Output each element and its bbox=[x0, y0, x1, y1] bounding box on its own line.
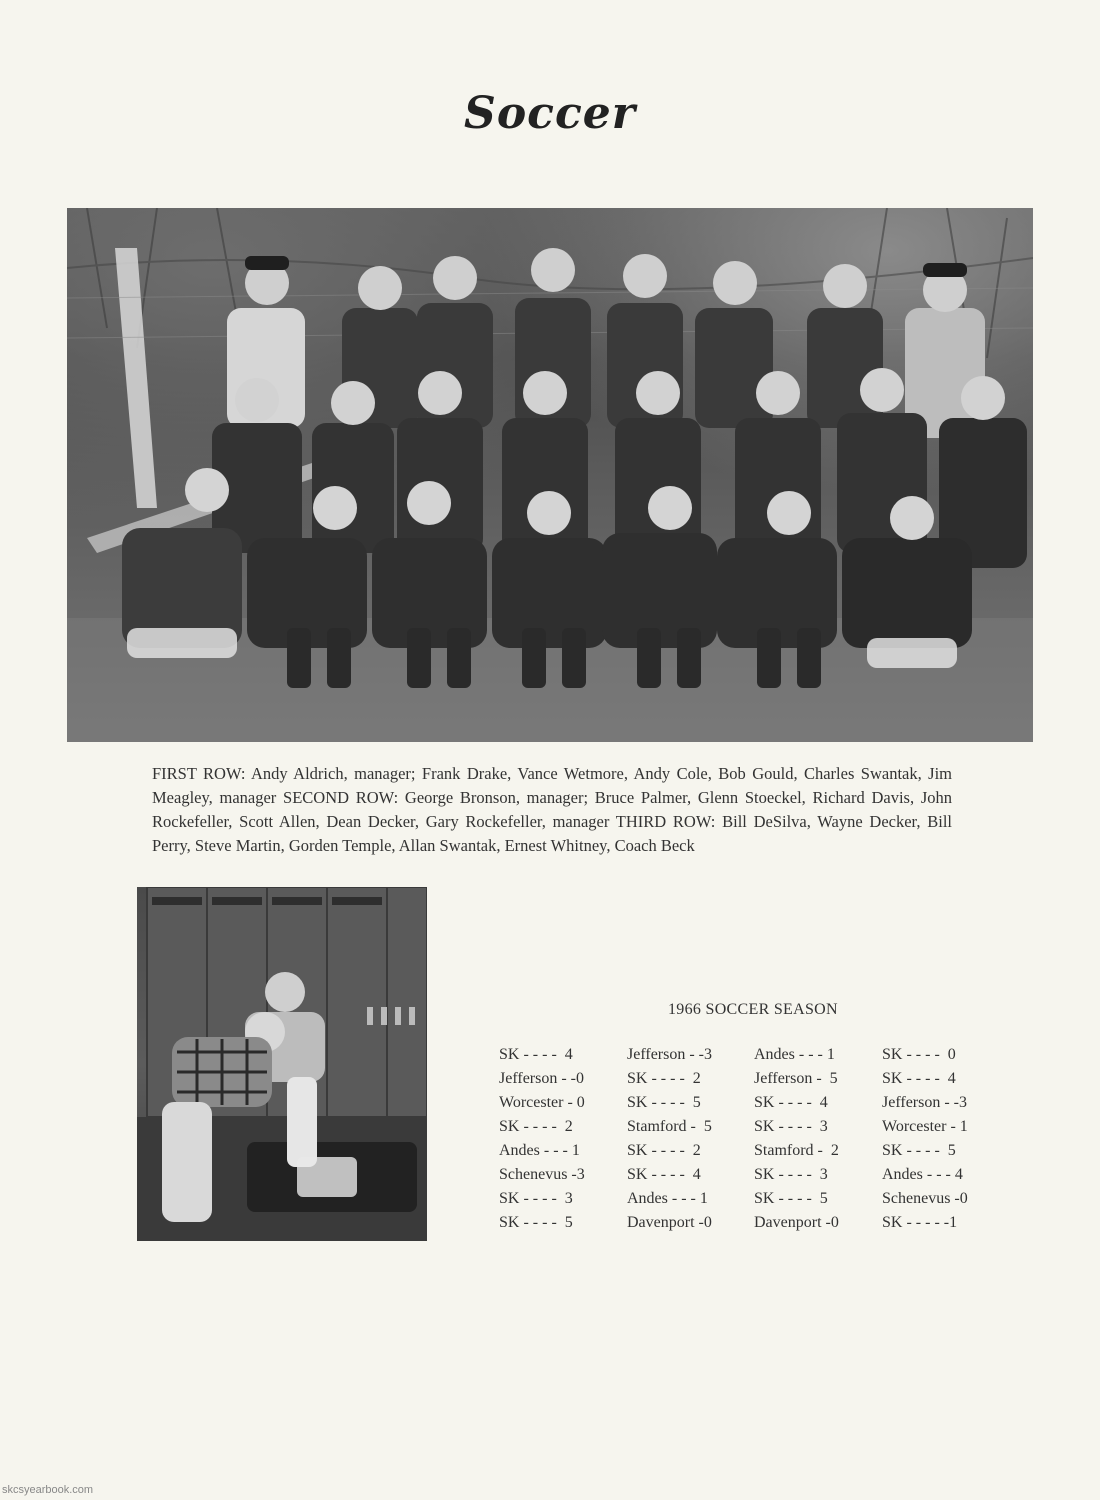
result-cell: SK - - - - 0 bbox=[882, 1046, 956, 1063]
result-cell: Davenport -0 bbox=[754, 1214, 839, 1231]
result-cell: Andes - - - 1 bbox=[754, 1046, 835, 1063]
team-photo-art bbox=[67, 208, 1033, 742]
result-cell: Jefferson - -3 bbox=[627, 1046, 713, 1063]
result-cell: SK - - - - 5 bbox=[882, 1142, 956, 1159]
table-row bbox=[499, 1118, 999, 1142]
page-title: Soccer bbox=[464, 88, 636, 139]
footer-watermark: skcsyearbook.com bbox=[2, 1484, 94, 1496]
season-title: 1966 SOCCER SEASON bbox=[668, 1001, 838, 1018]
result-cell: Schenevus -3 bbox=[499, 1166, 585, 1183]
team-photo bbox=[67, 208, 1033, 742]
result-cell: Stamford - 2 bbox=[754, 1142, 839, 1159]
result-cell: Jefferson - 5 bbox=[754, 1070, 838, 1087]
result-cell: SK - - - - 2 bbox=[627, 1142, 701, 1159]
result-cell: SK - - - - 4 bbox=[499, 1046, 573, 1063]
result-cell: SK - - - - 4 bbox=[754, 1094, 828, 1111]
result-cell: Andes - - - 4 bbox=[882, 1166, 963, 1183]
result-cell: Worcester - 0 bbox=[499, 1094, 585, 1111]
table-row bbox=[499, 1046, 999, 1070]
result-cell: Andes - - - 1 bbox=[627, 1190, 708, 1207]
result-cell: Davenport -0 bbox=[627, 1214, 712, 1231]
result-cell: Jefferson - -0 bbox=[499, 1070, 585, 1087]
result-cell: Worcester - 1 bbox=[882, 1118, 968, 1135]
result-cell: Stamford - 5 bbox=[627, 1118, 712, 1135]
table-row bbox=[499, 1166, 999, 1190]
result-cell: SK - - - - 3 bbox=[754, 1118, 828, 1135]
result-cell: Andes - - - 1 bbox=[499, 1142, 580, 1159]
locker-photo-art bbox=[137, 887, 427, 1241]
result-cell: SK - - - - -1 bbox=[882, 1214, 958, 1231]
locker-room-photo bbox=[137, 887, 427, 1241]
result-cell: SK - - - - 5 bbox=[499, 1214, 573, 1231]
table-row bbox=[499, 1142, 999, 1166]
season-results-table bbox=[499, 1046, 999, 1238]
result-cell: SK - - - - 2 bbox=[627, 1070, 701, 1087]
result-cell: Schenevus -0 bbox=[882, 1190, 968, 1207]
result-cell: SK - - - - 4 bbox=[882, 1070, 956, 1087]
result-cell: Jefferson - -3 bbox=[882, 1094, 968, 1111]
table-row bbox=[499, 1094, 999, 1118]
result-cell: SK - - - - 3 bbox=[499, 1190, 573, 1207]
table-row bbox=[499, 1214, 999, 1238]
result-cell: SK - - - - 5 bbox=[754, 1190, 828, 1207]
caption-text: FIRST ROW: Andy Aldrich, manager; Frank Drake, Vance Wetmore, Andy Cole, Bob Gould, Charles Swantak, Jim Meagley, manager SECOND ROW: George Bronson, manager; Bruce Palmer, Glenn Stoeckel, Richard Davis, John Rockefeller, Scott Allen, Dean Decker, Gary Rockefeller, manager THIRD ROW: Bill DeSilva, Wayne Decker, Bill Perry, Steve Martin, Gorden Temple, Allan Swantak, Ernest Whitney, Coach Beck bbox=[152, 764, 952, 855]
result-cell: SK - - - - 3 bbox=[754, 1166, 828, 1183]
table-row bbox=[499, 1070, 999, 1094]
table-row bbox=[499, 1190, 999, 1214]
result-cell: SK - - - - 2 bbox=[499, 1118, 573, 1135]
photo-caption bbox=[152, 762, 952, 858]
result-cell: SK - - - - 4 bbox=[627, 1166, 701, 1183]
result-cell: SK - - - - 5 bbox=[627, 1094, 701, 1111]
